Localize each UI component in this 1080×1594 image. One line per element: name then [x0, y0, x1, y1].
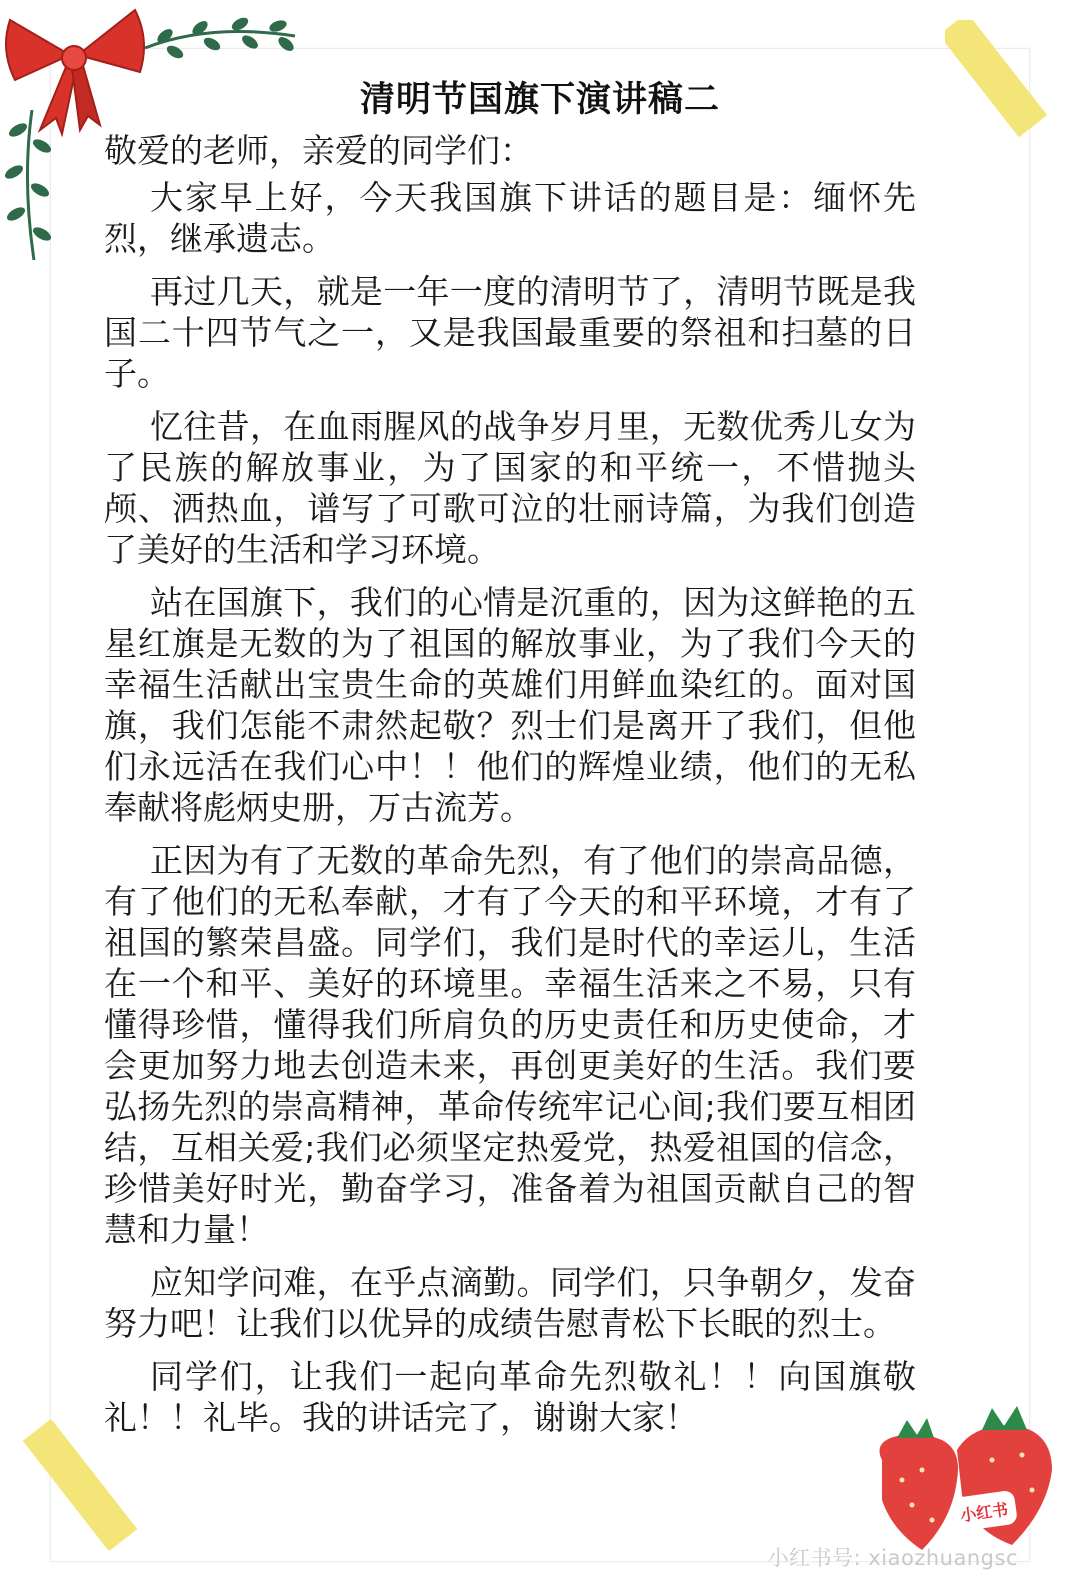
paragraph: 忆往昔，在血雨腥风的战争岁月里，无数优秀儿女为了民族的解放事业，为了国家的和平统一，不惜抛头颅、洒热血，谱写了可歌可泣的壮丽诗篇，为我们创造了美好的生活和学习环境。 — [104, 407, 916, 569]
paragraph: 站在国旗下，我们的心情是沉重的，因为这鲜艳的五星红旗是无数的为了祖国的解放事业，为了我们今天的幸福生活献出宝贵生命的英雄们用鲜血染红的。面对国旗，我们怎能不肃然起敬？烈士们是离开了我们，但他们永远活在我们心中！！他们的辉煌业绩，他们的无私奉献将彪炳史册，万古流芳。 — [104, 583, 916, 827]
xiaohongshu-logo: 小红书 — [950, 1490, 1018, 1533]
watermark-account-id: 小红书号: xiaozhuangsc — [767, 1546, 1018, 1570]
strawberry-icon — [862, 1400, 1062, 1560]
paragraph: 同学们，让我们一起向革命先烈敬礼！！向国旗敬礼！！礼毕。我的讲话完了，谢谢大家！ — [104, 1357, 916, 1437]
paragraph: 大家早上好，今天我国旗下讲话的题目是：缅怀先烈，继承遗志。 — [104, 178, 916, 258]
page-title: 清明节国旗下演讲稿二 — [359, 80, 720, 120]
speech-body — [104, 130, 916, 1450]
paragraph: 再过几天，就是一年一度的清明节了，清明节既是我国二十四节气之一，又是我国最重要的祭祖和扫墓的日子。 — [104, 272, 916, 393]
greeting: 敬爱的老师，亲爱的同学们： — [104, 131, 533, 170]
paragraph: 正因为有了无数的革命先烈，有了他们的崇高品德，有了他们的无私奉献，才有了今天的和平环境，才有了祖国的繁荣昌盛。同学们，我们是时代的幸运儿，生活在一个和平、美好的环境里。幸福生活来之不易，只有懂得珍惜，懂得我们所肩负的历史责任和历史使命，才会更加努力地去创造未来，再创更美好的生活。我们要弘扬先烈的崇高精神，革命传统牢记心间;我们要互相团结，互相关爱;我们必须坚定热爱党，热爱祖国的信念，珍惜美好时光，勤奋学习，准备着为祖国贡献自己的智慧和力量！ — [104, 841, 916, 1249]
paragraph: 应知学问难，在乎点滴勤。同学们，只争朝夕，发奋努力吧！让我们以优异的成绩告慰青松下长眠的烈士。 — [104, 1263, 916, 1343]
leaf-garland-icon — [140, 8, 300, 68]
